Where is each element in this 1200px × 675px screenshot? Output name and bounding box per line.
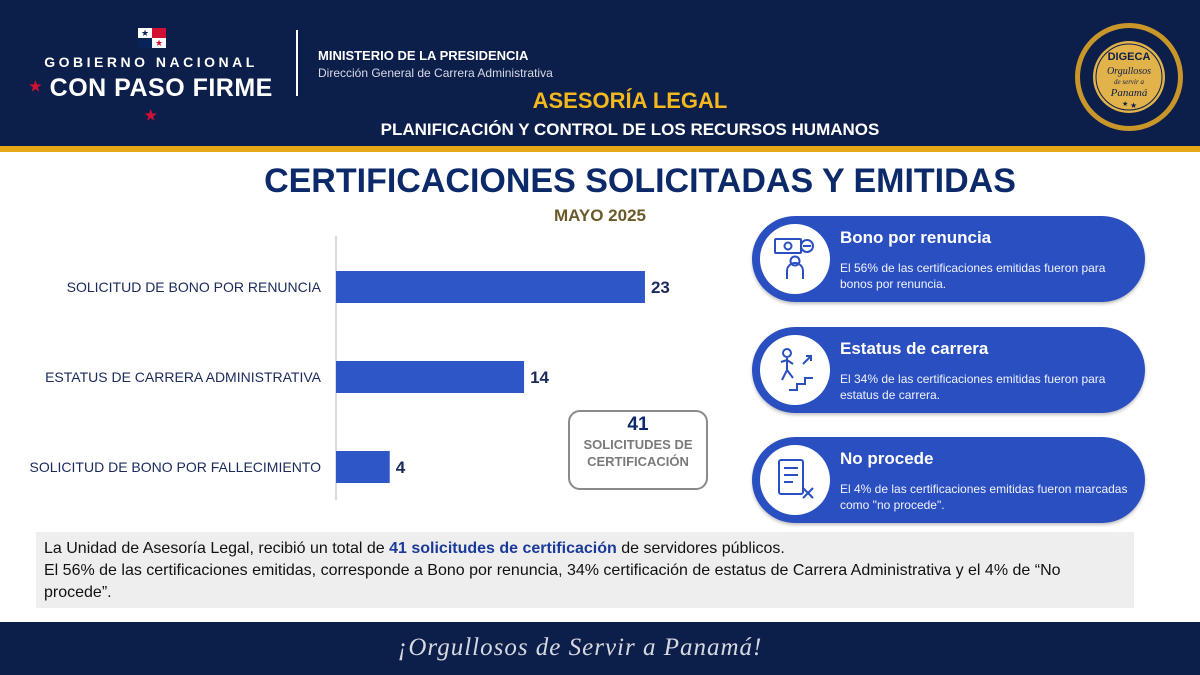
card-estatus-carrera xyxy=(752,327,1145,413)
summary-paragraph-2: El 56% de las certificaciones emitidas, corresponde a Bono por renuncia, 34% certificación de estatus de Carrera Administrativa y el 4% de “No procede”. xyxy=(44,562,1061,601)
card-no-procede xyxy=(752,437,1145,523)
bar-0 xyxy=(336,271,645,303)
card-title: Estatus de carrera xyxy=(840,339,989,358)
total-summary-box xyxy=(568,410,708,490)
con-paso-firme-text: ★ CON PASO FIRME ★ xyxy=(29,74,273,123)
footer-slogan: ¡Orgullosos de Servir a Panamá! xyxy=(397,634,763,661)
seal-motto-2: de servir a xyxy=(1114,78,1144,86)
svg-text:★: ★ xyxy=(1130,101,1138,110)
total-value: 41 xyxy=(627,414,649,435)
card-title: No procede xyxy=(840,449,934,468)
card-description: El 4% de las certificaciones emitidas fueron marcadas como "no procede". xyxy=(840,482,1128,512)
summary-text-box xyxy=(36,532,1134,608)
page-title: CERTIFICACIONES SOLICITADAS Y EMITIDAS xyxy=(264,162,1016,200)
summary-paragraph-1: La Unidad de Asesoría Legal, recibió un total de 41 solicitudes de certificación de servidores públicos. xyxy=(44,540,785,557)
category-label: ESTATUS DE CARRERA ADMINISTRATIVA xyxy=(45,369,321,385)
value-label: 14 xyxy=(530,368,549,387)
category-label: SOLICITUD DE BONO POR RENUNCIA xyxy=(66,279,321,295)
seal-motto-3: Panamá xyxy=(1110,87,1148,99)
value-label: 23 xyxy=(650,278,670,297)
seal-motto-1: Orgullosos xyxy=(1106,66,1152,77)
footer-banner xyxy=(0,622,1200,675)
direction-name: Dirección General de Carrera Administrativa xyxy=(318,66,553,80)
money-person-icon xyxy=(771,235,819,283)
card-icon-circle xyxy=(760,335,830,405)
card-icon-circle xyxy=(760,445,830,515)
seal-name: DIGECA xyxy=(1107,51,1151,63)
header-banner xyxy=(0,0,1200,148)
digeca-seal-icon xyxy=(1074,22,1184,132)
document-cross-icon xyxy=(771,456,819,504)
bar-2 xyxy=(336,451,390,483)
stairs-climb-icon xyxy=(771,346,819,394)
card-icon-circle xyxy=(760,224,830,294)
period-subtitle: MAYO 2025 xyxy=(554,206,646,225)
red-star-icon: ★ xyxy=(144,107,158,123)
svg-text:★: ★ xyxy=(1122,101,1129,108)
ministry-name: MINISTERIO DE LA PRESIDENCIA xyxy=(318,48,529,63)
card-title: Bono por renuncia xyxy=(840,228,992,247)
card-bono-renuncia xyxy=(752,216,1145,302)
header-divider xyxy=(296,30,298,96)
value-label: 4 xyxy=(395,458,406,477)
panama-flag-icon: ★ ★ xyxy=(138,28,166,48)
bar-1 xyxy=(336,361,524,393)
red-star-icon: ★ xyxy=(29,78,43,94)
unit-title: ASESORÍA LEGAL xyxy=(532,88,728,113)
card-description: El 34% de las certificaciones emitidas fueron para estatus de carrera. xyxy=(840,372,1106,402)
section-title: PLANIFICACIÓN Y CONTROL DE LOS RECURSOS HUMANOS xyxy=(380,120,880,139)
card-description: El 56% de las certificaciones emitidas fueron para bonos por renuncia. xyxy=(840,261,1106,291)
summary-highlight: 41 solicitudes de certificación xyxy=(389,540,617,557)
gobierno-nacional-text: GOBIERNO NACIONAL xyxy=(44,54,258,70)
total-label: SOLICITUDES DE CERTIFICACIÓN xyxy=(583,437,693,469)
category-label: SOLICITUD DE BONO POR FALLECIMIENTO xyxy=(29,459,321,475)
gold-divider xyxy=(0,146,1200,152)
